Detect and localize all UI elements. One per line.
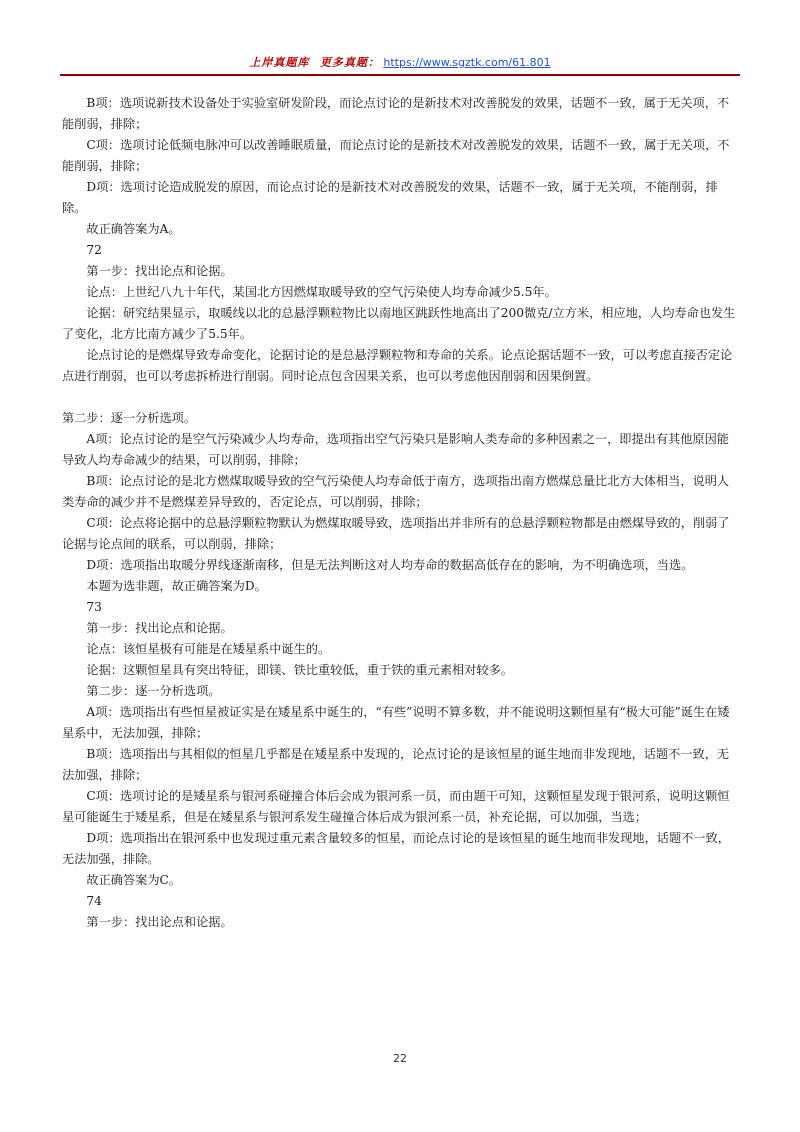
paragraph: 第一步：找出论点和论据。 [86, 915, 233, 929]
paragraph: D项：选项指出取暖分界线逐渐南移，但是无法判断这对人均寿命的数据高低存在的影响，为不明确选项，当选。 [86, 558, 694, 572]
paragraph: 论点讨论的是燃煤导致寿命变化，论据讨论的是总悬浮颗粒物和寿命的关系。论点论据话题不一致，可以考虑直接否定论点进行削弱，也可以考虑拆桥进行削弱。同时论点包含因果关系，也可以考虑他因削弱和因果倒置。 [62, 348, 733, 383]
paragraph: 第一步：找出论点和论据。 [86, 621, 233, 635]
header-rule [60, 74, 740, 76]
document-body [62, 93, 740, 933]
paragraph: 论点：该恒星极有可能是在矮星系中诞生的。 [86, 642, 331, 656]
paragraph: 第一步：找出论点和论据。 [86, 264, 233, 278]
paragraph: B项：选项说新技术设备处于实验室研发阶段，而论点讨论的是新技术对改善脱发的效果，话题不一致，属于无关项，不能削弱，排除； [62, 96, 730, 131]
header-brand: 上岸真题库 [249, 56, 310, 69]
header-url-link[interactable]: https://www.sgztk.com/61.801 [383, 56, 551, 69]
paragraph: 论据：研究结果显示，取暖线以北的总悬浮颗粒物比以南地区跳跃性地高出了200微克/立方米，相应地，人均寿命也发生了变化，北方比南方减少了5.5年。 [62, 306, 736, 341]
paragraph: D项：选项讨论造成脱发的原因，而论点讨论的是新技术对改善脱发的效果，话题不一致，属于无关项，不能削弱，排除。 [62, 180, 718, 215]
paragraph: C项：论点将论据中的总悬浮颗粒物默认为燃煤取暖导致，选项指出并非所有的总悬浮颗粒物都是由燃煤导致的，削弱了论据与论点间的联系，可以削弱，排除； [62, 516, 730, 551]
paragraph: 第二步：逐一分析选项。 [86, 684, 221, 698]
paragraph: 故正确答案为A。 [86, 222, 181, 236]
blank-line [62, 387, 740, 408]
page-header [60, 56, 740, 80]
paragraph: 故正确答案为C。 [86, 873, 182, 887]
question-number: 72 [86, 243, 102, 257]
paragraph: 论点：上世纪八九十年代，某国北方因燃煤取暖导致的空气污染使人均寿命减少5.5年。 [86, 285, 557, 299]
header-prefix: 更多真题： [319, 56, 380, 69]
paragraph: B项：选项指出与其相似的恒星几乎都是在矮星系中发现的，论点讨论的是该恒星的诞生地而非发现地，话题不一致，无法加强，排除； [62, 747, 730, 782]
paragraph: 论据：这颗恒星具有突出特征，即镁、铁比重较低，重于铁的重元素相对较多。 [86, 663, 513, 677]
paragraph: C项：选项讨论的是矮星系与银河系碰撞合体后会成为银河系一员，而由题干可知，这颗恒星发现于银河系，说明这颗恒星可能诞生于矮星系，但是在矮星系与银河系发生碰撞合体后成为银河系一员，补充论据，可以加强，当选； [62, 789, 730, 824]
paragraph: 本题为选非题，故正确答案为D。 [86, 579, 267, 593]
question-number: 74 [86, 894, 102, 908]
page-number: 22 [393, 1052, 407, 1065]
paragraph: A项：论点讨论的是空气污染减少人均寿命，选项指出空气污染只是影响人类寿命的多种因素之一，即提出有其他原因能导致人均寿命减少的结果，可以削弱，排除； [62, 432, 729, 467]
paragraph: D项：选项指出在银河系中也发现过重元素含量较多的恒星，而论点讨论的是该恒星的诞生地而非发现地，话题不一致，无法加强，排除。 [62, 831, 730, 866]
paragraph: B项：论点讨论的是北方燃煤取暖导致的空气污染使人均寿命低于南方，选项指出南方燃煤总量比北方大体相当，说明人类寿命的减少并不是燃煤差异导致的，否定论点，可以削弱，排除； [62, 474, 730, 509]
paragraph: A项：选项指出有些恒星被证实是在矮星系中诞生的，“有些”说明不算多数，并不能说明这颗恒星有“极大可能”诞生在矮星系中，无法加强，排除； [62, 705, 730, 740]
paragraph: C项：选项讨论低频电脉冲可以改善睡眠质量，而论点讨论的是新技术对改善脱发的效果，话题不一致，属于无关项，不能削弱，排除； [62, 138, 730, 173]
question-number: 73 [86, 600, 102, 614]
paragraph: 第二步：逐一分析选项。 [62, 411, 197, 425]
